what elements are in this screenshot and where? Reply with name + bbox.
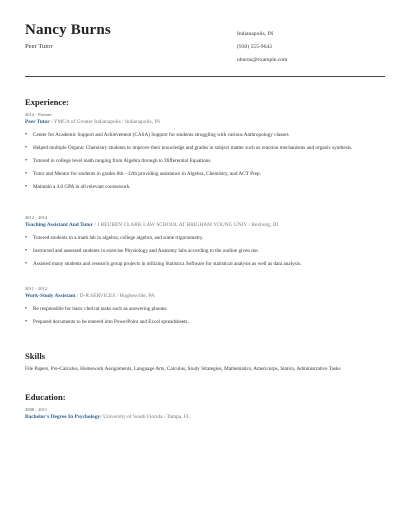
skills-heading: Skills — [25, 351, 46, 361]
bullet-item: • Tutor and Mentor for students in grades 8th - 12th providing assistance in Algebra, Chemistry, and ACT Prep. — [25, 171, 375, 178]
degree-title: Bachelor's Degree In Psychology — [25, 414, 101, 420]
job-title: Work-Study Assistant — [25, 293, 76, 299]
contact-email: nburns@example.com — [237, 57, 288, 64]
job-entry — [25, 215, 375, 268]
contact-info — [237, 28, 287, 68]
candidate-name: Nancy Burns — [25, 22, 111, 38]
bullet-item: • Assisted many students and research group projects in utilizing Statistica Software for statistical analysis as well as data analysis. — [25, 261, 375, 268]
job-entry — [25, 286, 375, 326]
contact-phone: (930) 555-9643 — [237, 44, 272, 51]
resume-header — [25, 22, 385, 78]
job-entry — [25, 112, 375, 191]
education-heading-line — [25, 414, 375, 420]
job-organization: / YMCA of Greater Indianapolis / Indianapolis, IN — [49, 119, 161, 125]
contact-location: Indianapolis, IN — [237, 31, 274, 37]
job-bullets — [25, 235, 375, 268]
education-heading: Education: — [25, 392, 66, 402]
job-heading — [25, 293, 375, 299]
bullet-item: • Tutored in college level math ranging from Algebra through to Differential Equations — [25, 158, 375, 165]
bullet-item: • Be responsible for basic clerical tasks such as answering phones. — [25, 306, 375, 313]
header-divider — [25, 76, 385, 77]
job-heading — [25, 222, 375, 228]
bullet-item: • Center for Academic Support and Achievement (CASA) Support for students struggling with various Anthropology classes — [25, 132, 375, 139]
job-bullets — [25, 306, 375, 326]
education-entry — [25, 407, 375, 420]
bullet-item: • Helped multiple Organic Chemistry students to improve their knowledge and grades in subject matter such as reaction mechanisms and organic synthesis. — [25, 145, 375, 152]
bullet-item: • Tutored students in a math lab in algebra, college algebra, and some trigonometry. — [25, 235, 375, 242]
bullet-item: • Maintain a 4.0 GPA in all relevant coursework. — [25, 184, 375, 191]
bullet-item: • Instructed and assessed students in exercise Physiology and Anatomy labs according to the outline given me. — [25, 248, 375, 255]
job-title: Peer Tutor — [25, 119, 50, 125]
candidate-role: Peer Tutor — [25, 43, 53, 50]
job-title: Teaching Assistant And Tutor — [25, 222, 93, 228]
job-organization: / J REUBEN CLARK LAW SCHOOL AT BRIGHAM YOUNG UNIV / Rexburg, ID — [92, 222, 279, 228]
school-name: / University of South Florida / Tampa, FL — [100, 414, 191, 420]
experience-heading: Experience: — [25, 97, 69, 107]
job-organization: / D-R SERVICES / Hughesville, PA — [75, 293, 155, 299]
skills-list: File Papers, Pre-Calculus, Homework Assignments, Language Arts, Calculus, Study Strategies, Mathematics, Americorps, Statics, Administrative Tasks — [25, 366, 341, 372]
job-bullets — [25, 132, 375, 191]
job-heading — [25, 119, 375, 125]
education-dates: 2008 - 2011 — [25, 407, 48, 412]
job-dates: 2011 - 2012 — [25, 286, 48, 291]
job-dates: 2012 - 2014 — [25, 215, 48, 220]
bullet-item: • Prepared documents to be entered into PowerPoint and Excel spreadsheets. — [25, 319, 375, 326]
job-dates: 2014 - Present — [25, 112, 52, 117]
